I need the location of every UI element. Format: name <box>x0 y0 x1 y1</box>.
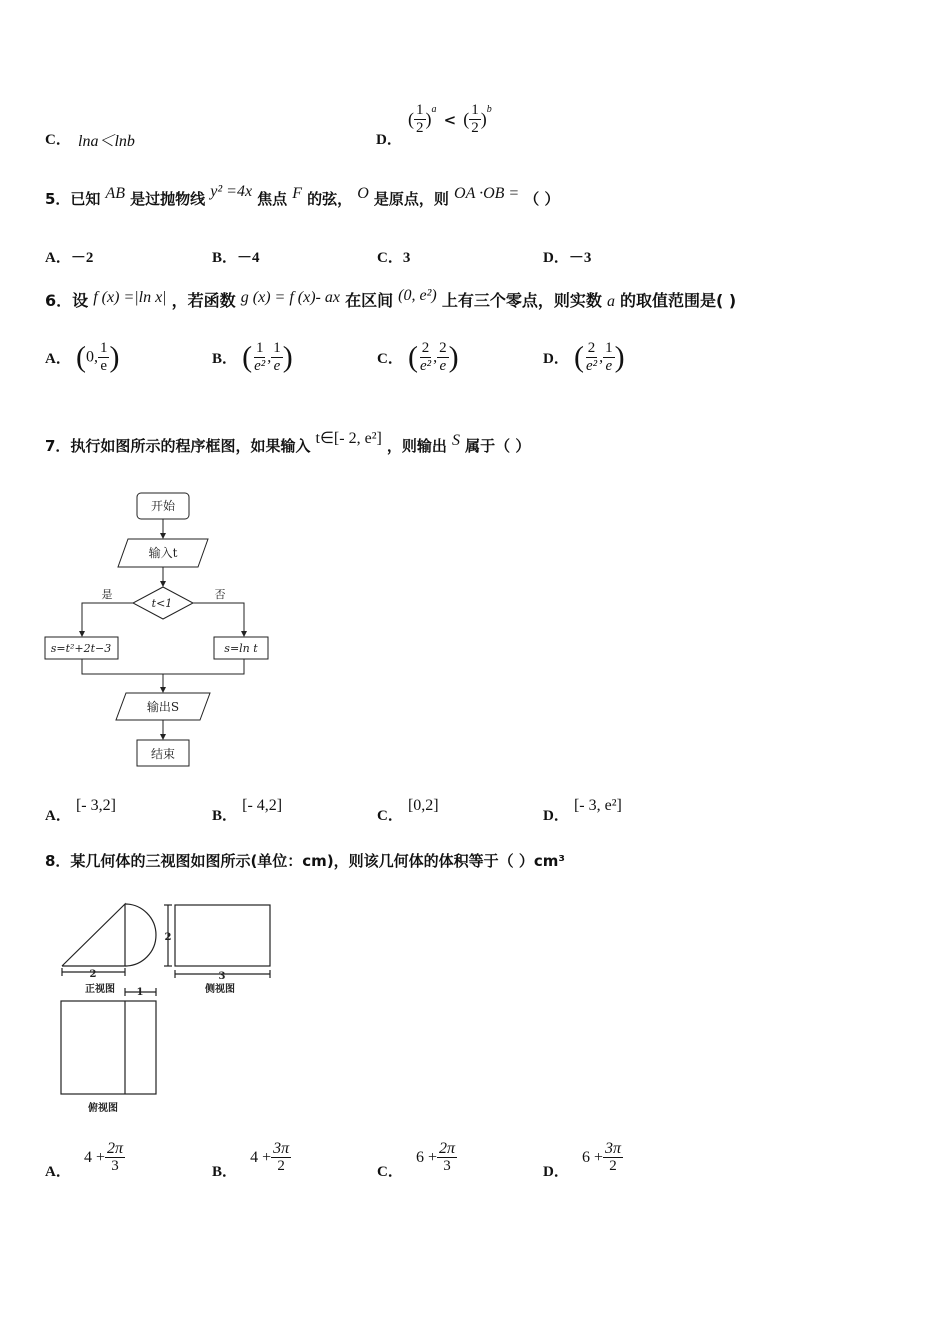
q5-text-1: 5．已知 <box>45 190 101 208</box>
q7-option-d: D． [- 3, e²] <box>543 797 622 824</box>
q5-ab: AB <box>105 185 126 202</box>
q7-s: S <box>452 432 461 449</box>
q8-option-c: C． 6 + $\frac{2\pi}{3}$ <box>377 1140 455 1180</box>
dim-label-1: 1 <box>136 987 144 998</box>
q7-condition: t∈[- 2, e²] <box>315 430 382 447</box>
q8-option-a: A． 4 + $\frac{2\pi}{3}$ <box>45 1140 123 1180</box>
q5-option-b: B．－4 <box>212 250 260 266</box>
question-7: 7．执行如图所示的程序框图，如果输入 t∈[- 2, e²] ，则输出 S 属于（ ） <box>45 430 531 455</box>
flow-output-label: 输出S <box>146 700 180 714</box>
q5-option-a: A．－2 <box>45 250 94 266</box>
q6-option-d: D． ( $\frac{2}{\text{e²}}$ , $\frac{1}{e}$ ) <box>543 340 625 374</box>
front-view-label: 正视图 <box>85 984 115 995</box>
q8-three-views <box>55 898 280 1118</box>
front-view-triangle <box>62 904 125 966</box>
dim-label-2-front: 2 <box>89 969 97 980</box>
flow-end-label: 结束 <box>150 747 176 761</box>
front-view-semicircle <box>125 904 156 966</box>
question-5: 5．已知 AB 是过抛物线 y² =4x 焦点 F 的弦， O 是原点，则 OA ·OB = （ ） <box>45 183 560 208</box>
flow-start-label: 开始 <box>150 499 176 513</box>
q4-option-c-label: C． <box>45 132 71 148</box>
q6-option-a: A． (0, $\frac{1}{e}$ ) <box>45 340 120 374</box>
q7-option-a: A． [- 3,2] <box>45 797 116 824</box>
q6-interval: (0, e²) <box>398 287 437 304</box>
q5-option-c: C．3 <box>377 250 411 266</box>
q8-option-d: D． 6 + $\frac{3\pi}{2}$ <box>543 1140 621 1180</box>
q7-flowchart <box>40 488 280 773</box>
flow-yes-label: 是 <box>101 588 113 601</box>
top-view-label: 俯视图 <box>88 1103 118 1114</box>
q8-option-b: B． 4 + $\frac{3\pi}{2}$ <box>212 1140 290 1180</box>
q6-gx: g (x) = f (x)- ax <box>240 289 340 306</box>
flow-right-label: s=ln t <box>224 642 258 655</box>
q5-option-d: D．－3 <box>543 250 592 266</box>
q5-origin: O <box>357 185 369 202</box>
q7-option-b: B． [- 4,2] <box>212 797 283 824</box>
q5-expression: OA ·OB = <box>454 185 520 202</box>
q4-option-c-value: lna＜lnb <box>78 133 135 150</box>
q6-fx: f (x) =|ln x| <box>93 289 167 306</box>
q5-parabola: y² =4x <box>210 183 253 200</box>
q7-option-c: C． [0,2] <box>377 797 439 824</box>
flow-decision-label: t<1 <box>151 597 173 610</box>
q4-option-d-value: ( $\frac{1}{2}$ )$^a$ < ( $\frac{1}{2}$ )$^b$ <box>408 102 492 136</box>
question-6: 6．设 f (x) =|ln x| ，若函数 g (x) = f (x)- ax 在区间 (0, e²) 上有三个零点，则实数 a 的取值范围是( ) <box>45 287 737 310</box>
q5-focus: F <box>292 185 303 202</box>
q6-option-b: B． ( $\frac{1}{\text{e²}}$ , $\frac{1}{e}$ ) <box>212 340 293 374</box>
side-view-rect <box>175 905 270 966</box>
dim-label-3: 3 <box>218 971 226 982</box>
q6-a: a <box>606 293 615 310</box>
top-view-rect <box>61 1001 156 1094</box>
flow-input-label: 输入t <box>148 546 178 560</box>
flow-left-label: s=t²+2t−3 <box>50 642 112 655</box>
question-8: 8．某几何体的三视图如图所示(单位：cm)，则该几何体的体积等于（ ）cm³ <box>45 852 565 870</box>
side-view-label: 侧视图 <box>205 984 235 995</box>
q6-option-c: C． ( $\frac{2}{\text{e²}}$ , $\frac{2}{e}$ ) <box>377 340 459 374</box>
q4-option-d-label: D． <box>376 132 402 148</box>
dim-label-2-side: 2 <box>164 932 172 943</box>
flow-no-label: 否 <box>214 588 226 601</box>
